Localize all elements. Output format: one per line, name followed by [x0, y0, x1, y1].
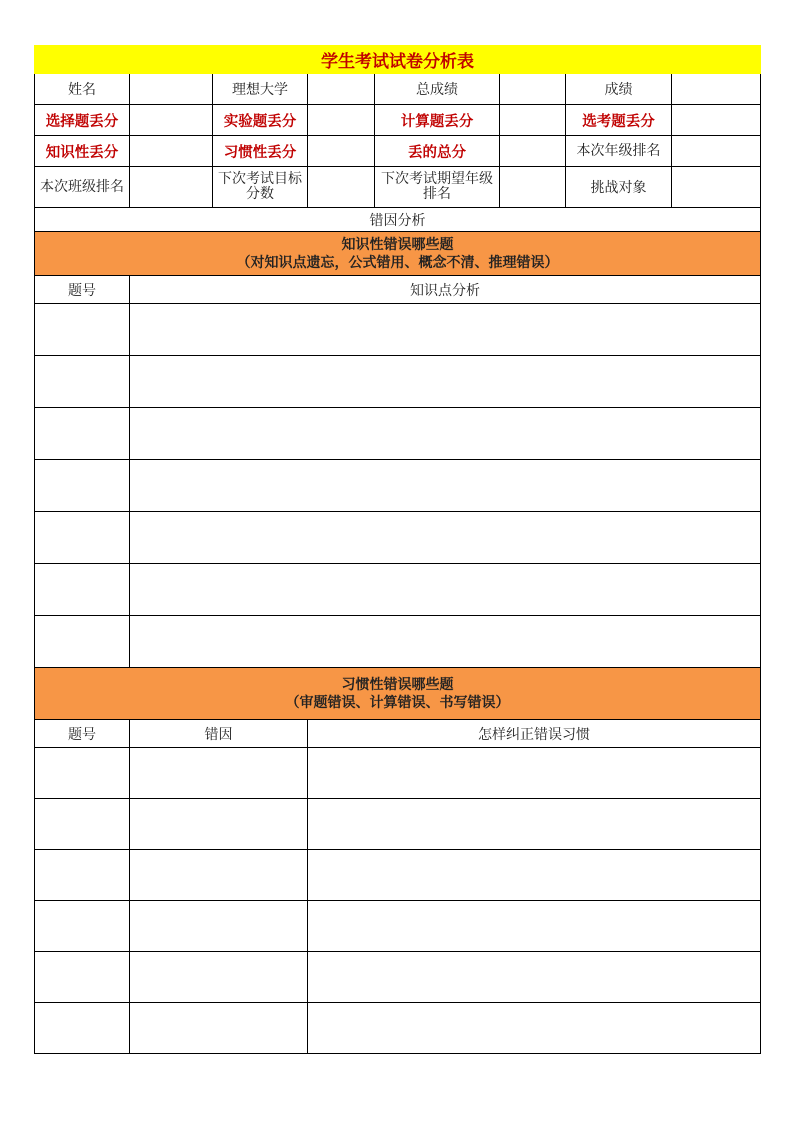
habit-column-header — [35, 720, 761, 748]
habit-section-title: 习惯性错误哪些题 — [341, 676, 454, 693]
value-calculation-lost[interactable] — [500, 105, 566, 136]
value-total-lost[interactable] — [500, 136, 566, 167]
knowledge-analysis-cell[interactable] — [130, 356, 761, 408]
label-name: 姓名 — [35, 74, 130, 105]
habit-number-cell[interactable] — [35, 850, 130, 901]
label-grade-rank: 本次年级排名 — [566, 136, 672, 167]
knowledge-row — [35, 564, 761, 616]
value-challenge-target[interactable] — [672, 167, 761, 208]
habit-fix-cell[interactable] — [308, 799, 761, 850]
error-analysis-heading: 错因分析 — [35, 208, 761, 232]
value-total-score[interactable] — [500, 74, 566, 105]
habit-cause-cell[interactable] — [130, 850, 308, 901]
info-row-goals — [35, 167, 761, 208]
info-row-lost-by-cause — [35, 136, 761, 167]
habit-cause-cell[interactable] — [130, 901, 308, 952]
knowledge-row — [35, 512, 761, 564]
knowledge-number-cell[interactable] — [35, 512, 130, 564]
knowledge-section-title: 知识性错误哪些题 — [341, 236, 454, 253]
knowledge-col-number: 题号 — [35, 276, 130, 304]
value-choice-lost[interactable] — [130, 105, 213, 136]
habit-number-cell[interactable] — [35, 799, 130, 850]
knowledge-number-cell[interactable] — [35, 564, 130, 616]
label-calculation-lost: 计算题丢分 — [375, 105, 500, 136]
knowledge-number-cell[interactable] — [35, 616, 130, 668]
habit-section-header — [35, 668, 761, 720]
value-class-rank[interactable] — [130, 167, 213, 208]
habit-col-cause: 错因 — [130, 720, 308, 748]
value-knowledge-lost[interactable] — [130, 136, 213, 167]
knowledge-section-subtitle: （对知识点遗忘，公式错用、概念不清、推理错误） — [236, 254, 559, 271]
habit-number-cell[interactable] — [35, 901, 130, 952]
knowledge-number-cell[interactable] — [35, 304, 130, 356]
info-row-lost-by-type — [35, 105, 761, 136]
info-row-basic — [35, 74, 761, 105]
habit-cause-cell[interactable] — [130, 952, 308, 1003]
knowledge-section-header — [35, 232, 761, 276]
knowledge-col-analysis: 知识点分析 — [130, 276, 761, 304]
knowledge-row — [35, 304, 761, 356]
label-challenge-target: 挑战对象 — [566, 167, 672, 208]
value-grade-rank[interactable] — [672, 136, 761, 167]
label-total-lost: 丢的总分 — [375, 136, 500, 167]
label-experiment-lost: 实验题丢分 — [213, 105, 308, 136]
knowledge-analysis-cell[interactable] — [130, 460, 761, 512]
habit-row — [35, 799, 761, 850]
knowledge-analysis-cell[interactable] — [130, 304, 761, 356]
habit-row — [35, 901, 761, 952]
knowledge-row — [35, 356, 761, 408]
knowledge-analysis-cell[interactable] — [130, 512, 761, 564]
knowledge-number-cell[interactable] — [35, 356, 130, 408]
label-expected-grade-rank: 下次考试期望年级排名 — [375, 167, 500, 208]
habit-number-cell[interactable] — [35, 952, 130, 1003]
value-ideal-university[interactable] — [308, 74, 375, 105]
knowledge-number-cell[interactable] — [35, 408, 130, 460]
value-target-score[interactable] — [308, 167, 375, 208]
label-knowledge-lost: 知识性丢分 — [35, 136, 130, 167]
habit-cause-cell[interactable] — [130, 799, 308, 850]
label-elective-lost: 选考题丢分 — [566, 105, 672, 136]
habit-number-cell[interactable] — [35, 748, 130, 799]
knowledge-analysis-cell[interactable] — [130, 408, 761, 460]
label-habit-lost: 习惯性丢分 — [213, 136, 308, 167]
habit-section-subtitle: （审题错误、计算错误、书写错误） — [285, 694, 510, 711]
habit-col-number: 题号 — [35, 720, 130, 748]
label-ideal-university: 理想大学 — [213, 74, 308, 105]
label-score: 成绩 — [566, 74, 672, 105]
knowledge-column-header — [35, 276, 761, 304]
knowledge-row — [35, 408, 761, 460]
label-class-rank: 本次班级排名 — [35, 167, 130, 208]
label-total-score: 总成绩 — [375, 74, 500, 105]
knowledge-row — [35, 616, 761, 668]
value-habit-lost[interactable] — [308, 136, 375, 167]
label-target-score: 下次考试目标分数 — [213, 167, 308, 208]
habit-row — [35, 748, 761, 799]
analysis-table — [34, 45, 761, 1054]
habit-fix-cell[interactable] — [308, 952, 761, 1003]
habit-row — [35, 1003, 761, 1054]
habit-col-fix: 怎样纠正错误习惯 — [308, 720, 761, 748]
value-score[interactable] — [672, 74, 761, 105]
knowledge-row — [35, 460, 761, 512]
habit-fix-cell[interactable] — [308, 748, 761, 799]
value-expected-grade-rank[interactable] — [500, 167, 566, 208]
knowledge-analysis-cell[interactable] — [130, 616, 761, 668]
habit-fix-cell[interactable] — [308, 901, 761, 952]
habit-row — [35, 952, 761, 1003]
label-choice-lost: 选择题丢分 — [35, 105, 130, 136]
habit-cause-cell[interactable] — [130, 1003, 308, 1054]
analysis-sheet — [34, 45, 760, 1054]
knowledge-analysis-cell[interactable] — [130, 564, 761, 616]
habit-cause-cell[interactable] — [130, 748, 308, 799]
sheet-title: 学生考试试卷分析表 — [35, 46, 761, 74]
value-name[interactable] — [130, 74, 213, 105]
knowledge-number-cell[interactable] — [35, 460, 130, 512]
habit-row — [35, 850, 761, 901]
value-elective-lost[interactable] — [672, 105, 761, 136]
habit-number-cell[interactable] — [35, 1003, 130, 1054]
habit-fix-cell[interactable] — [308, 1003, 761, 1054]
value-experiment-lost[interactable] — [308, 105, 375, 136]
habit-fix-cell[interactable] — [308, 850, 761, 901]
